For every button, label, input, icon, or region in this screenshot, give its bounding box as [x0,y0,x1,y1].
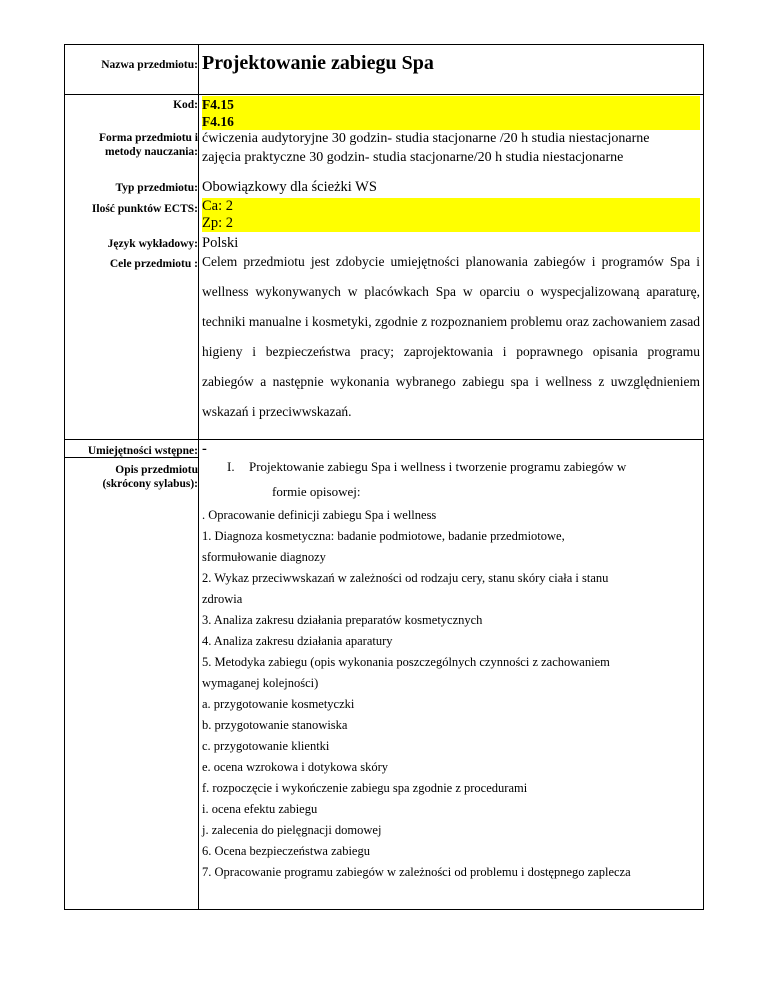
goals-text: Celem przedmiotu jest zdobycie umiejętności planowania zabiegów i programów Spa i wellness wykonywanych w placówkach Spa w oparciu o wyspecjalizowaną aparaturę, techniki manualne i kosmetyki, zgodnie z rozpoznaniem problemu oraz zachowaniem zasad higieny i bezpieczeństwa pracy; zaprojektowania i poprawnego opisania programu zabiegów a następnie wykonania wybranego zabiegu spa i wellness z uwzględnieniem wskazań i przeciwwskazań. [202,254,700,419]
list-item: c. przygotowanie klientki [202,739,330,753]
row-divider [65,94,703,95]
syllabus-label-line: (skrócony sylabus): [102,478,198,490]
form-value [202,129,649,167]
column-divider [198,45,199,909]
goals-label: Cele przedmiotu : [109,258,198,270]
syllabus-head-line: Projektowanie zabiegu Spa i wellness i tworzenie programu zabiegów w [249,459,627,474]
list-item: zdrowia [202,592,243,606]
list-item: j. zalecenia do pielęgnacji domowej [202,823,382,837]
syllabus-head-line: formie opisowej: [272,484,361,499]
list-item: . Opracowanie definicji zabiegu Spa i wellness [202,508,437,522]
code-label: Kod: [173,99,198,111]
row-divider [65,439,703,440]
list-item: f. rozpoczęcie i wykończenie zabiegu spa zgodnie z procedurami [202,781,528,795]
type-value: Obowiązkowy dla ścieżki WS [202,179,377,195]
list-item: 3. Analiza zakresu działania preparatów kosmetycznych [202,613,483,627]
skills-label: Umiejętności wstępne: [87,445,198,457]
language-value: Polski [202,235,239,251]
code-line: F4.15 [202,97,234,112]
syllabus-label [65,463,198,491]
list-item: i. ocena efektu zabiegu [202,802,318,816]
list-item: b. przygotowanie stanowiska [202,718,348,732]
skills-value: - [202,441,207,457]
ects-block [202,198,700,232]
list-item: 6. Ocena bezpieczeństwa zabiegu [202,844,370,858]
code-block [202,96,700,130]
ects-line: Ca: 2 [202,198,234,214]
list-item: 2. Wykaz przeciwwskazań w zależności od rodzaju cery, stanu skóry ciała i stanu [202,571,609,585]
form-label-line: metody nauczania: [105,146,198,158]
list-item: 1. Diagnoza kosmetyczna: badanie podmiotowe, badanie przedmiotowe, [202,529,565,543]
list-item: 5. Metodyka zabiegu (opis wykonania poszczególnych czynności z zachowaniem [202,655,610,669]
ects-label: Ilość punktów ECTS: [91,203,198,215]
syllabus-head-number: I. [227,459,235,474]
list-item: wymaganej kolejności) [202,676,319,690]
form-label [65,131,198,159]
list-item: 4. Analiza zakresu działania aparatury [202,634,393,648]
syllabus-label-line: Opis przedmiotu [115,464,198,476]
subject-title: Projektowanie zabiegu Spa [202,52,434,74]
form-line: ćwiczenia audytoryjne 30 godzin- studia stacjonarne /20 h studia niestacjonarne [202,131,650,146]
list-item: e. ocena wzrokowa i dotykowa skóry [202,760,389,774]
list-item: sformułowanie diagnozy [202,550,326,564]
language-label: Język wykładowy: [107,238,198,250]
course-card [64,44,704,910]
list-item: 7. Opracowanie programu zabiegów w zależności od problemu i dostępnego zaplecza [202,865,631,879]
type-label: Typ przedmiotu: [115,182,198,194]
syllabus-list [202,505,631,883]
subject-label: Nazwa przedmiotu: [101,59,198,71]
list-item: a. przygotowanie kosmetyczki [202,697,355,711]
code-line: F4.16 [202,114,234,129]
form-label-line: Forma przedmiotu i [98,132,198,144]
ects-line: Zp: 2 [202,215,234,231]
form-line: zajęcia praktyczne 30 godzin- studia stacjonarne/20 h studia niestacjonarne [202,150,624,165]
